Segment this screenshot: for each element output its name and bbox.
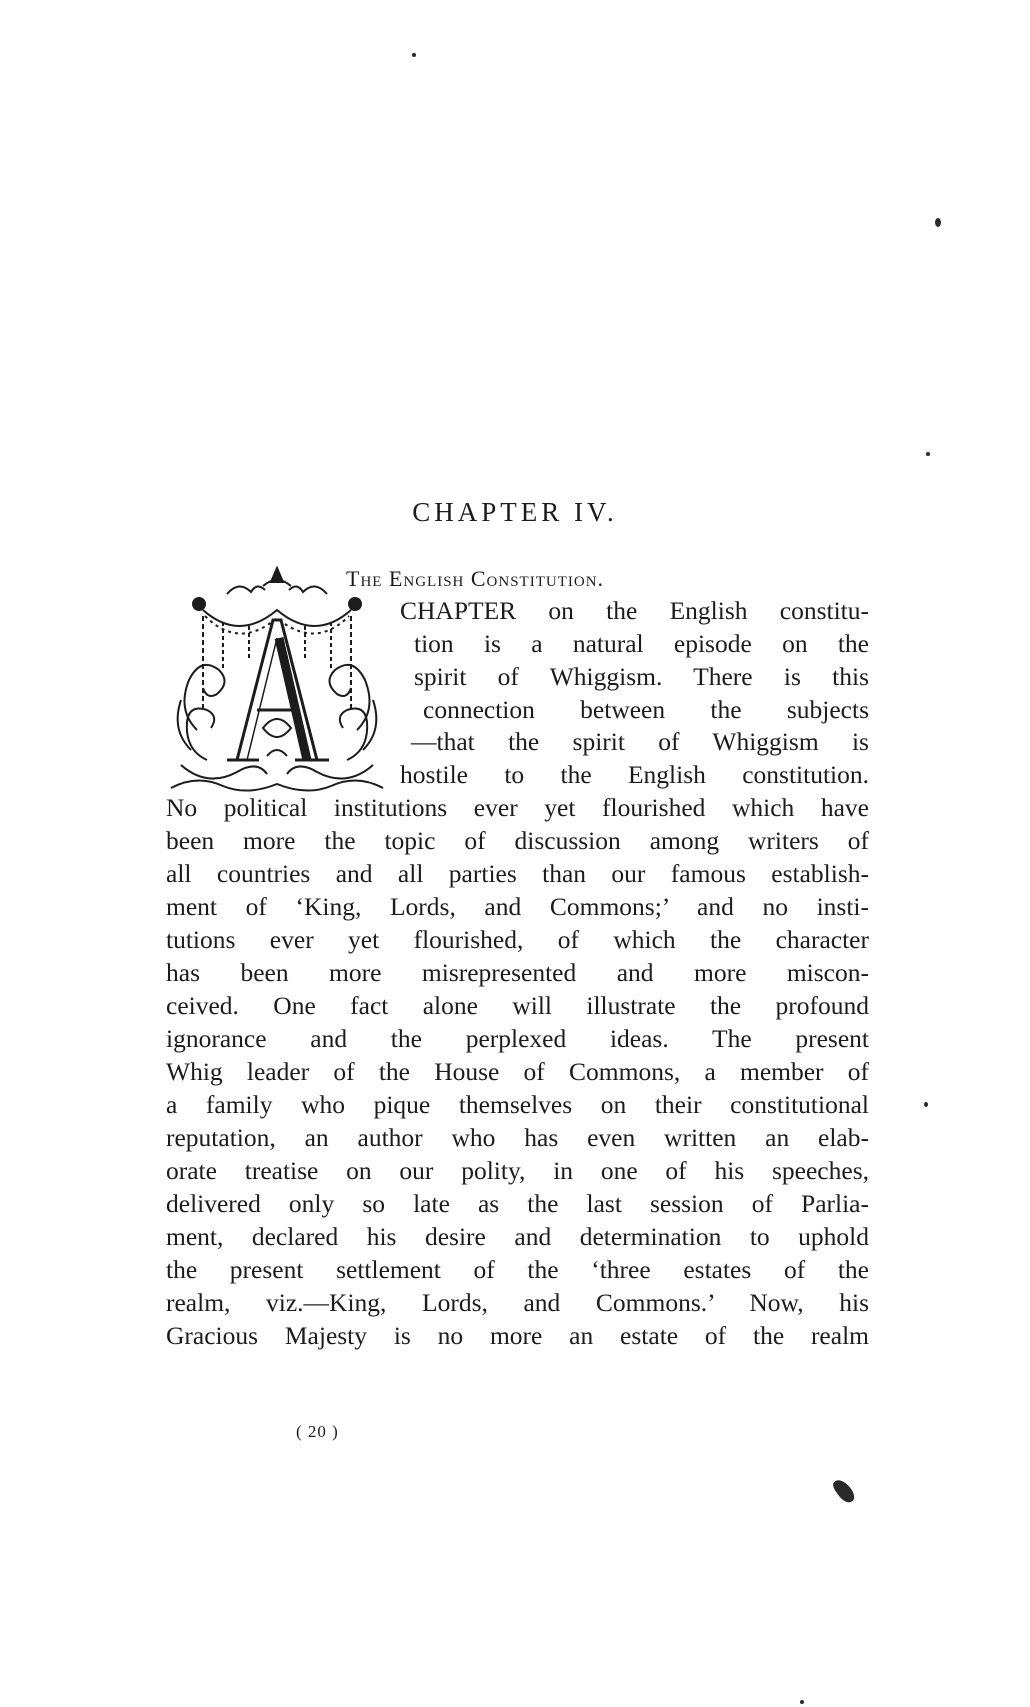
text-line: Whig leader of the House of Commons, a member of [166, 1057, 869, 1086]
text-line: delivered only so late as the last session of Parlia- [166, 1189, 869, 1218]
scan-speck [831, 1476, 857, 1505]
text-line: tion is a natural episode on the [414, 629, 869, 658]
scan-speck [926, 452, 930, 456]
text-line: has been more misrepresented and more miscon- [166, 958, 869, 987]
text-line: ceived. One fact alone will illustrate the profound [166, 991, 869, 1020]
text-line: No political institutions ever yet flourished which have [166, 793, 869, 822]
text-line: hostile to the English constitution. [400, 760, 869, 789]
scan-speck [800, 1700, 804, 1704]
text-line: orate treatise on our polity, in one of his speeches, [166, 1156, 869, 1185]
scan-speck [412, 53, 416, 57]
scan-speck [935, 218, 941, 227]
text-line: ment of ‘King, Lords, and Commons;’ and no insti- [166, 892, 869, 921]
text-line: a family who pique themselves on their constitutional [166, 1090, 869, 1119]
text-line: been more the topic of discussion among writers of [166, 826, 869, 855]
text-line: ignorance and the perplexed ideas. The present [166, 1024, 869, 1053]
text-line: realm, viz.—King, Lords, and Commons.’ Now, his [166, 1288, 869, 1317]
scan-speck [924, 1102, 928, 1107]
chapter-title: The English Constitution. [346, 566, 605, 591]
text-line: connection between the subjects [423, 695, 869, 724]
text-line: CHAPTER on the English constitu- [400, 596, 869, 625]
text-line: spirit of Whiggism. There is this [414, 662, 869, 691]
text-line: Gracious Majesty is no more an estate of the realm [166, 1321, 869, 1350]
text-line: all countries and all parties than our famous establish- [166, 859, 869, 888]
text-line: the present settlement of the ‘three estates of the [166, 1255, 869, 1284]
ornamental-initial-icon [167, 560, 387, 800]
page-number: ( 20 ) [296, 1422, 339, 1441]
text-line: —that the spirit of Whiggism is [411, 727, 869, 756]
chapter-heading: CHAPTER IV. [412, 497, 618, 527]
text-line: tutions ever yet flourished, of which the character [166, 925, 869, 954]
text-line: reputation, an author who has even written an elab- [166, 1123, 869, 1152]
text-line: ment, declared his desire and determination to uphold [166, 1222, 869, 1251]
